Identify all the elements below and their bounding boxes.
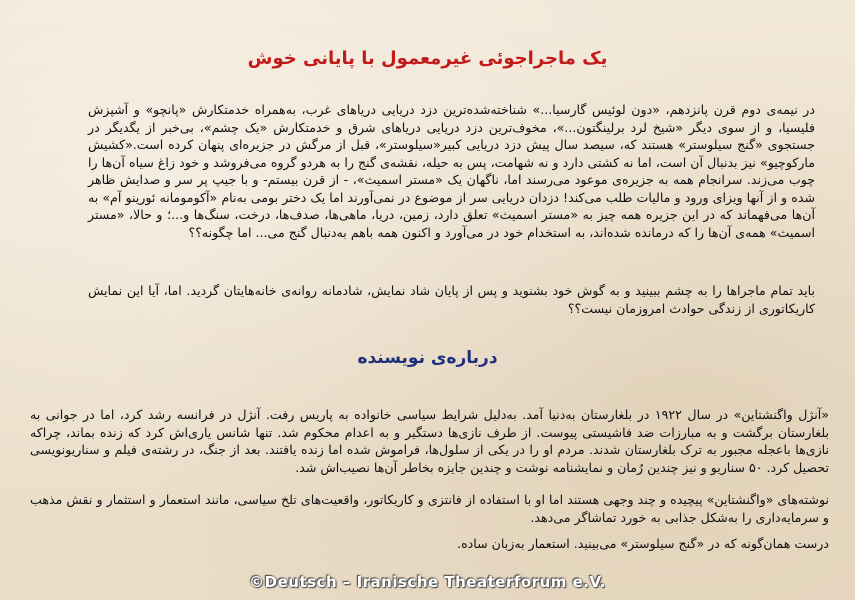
document-title: یک ماجراجوئی غیرمعمول با پایانی خوش <box>247 48 608 69</box>
copyright-watermark: ©Deutsch – Iranische Theaterforum e.V. <box>249 573 606 591</box>
author-paragraph-3: درست همان‌گونه که در «گنج سیلوستر» می‌بینید. استعمار به‌زبان ساده. <box>457 536 829 551</box>
author-section-heading: درباره‌ی نویسنده <box>357 348 498 368</box>
author-paragraph-1: «آنژل واگنشتاین» در سال ۱۹۲۲ در بلغارستان به‌دنیا آمد. به‌دلیل شرایط سیاسی خانواده به پاریس رفت. آنژل در فرانسه رشد کرد، اما در جوانی به بلغارستان برگشت و به مبارزات ضد فاشیستی پیوست. از طرف نازی‌ها دستگیر و به اعدام محکوم شد. تنها شانس یاری‌اش کرد که زنده بماند، چرا‌که نازی‌ها باعجله مجبور به ترک بلغارستان شدند. مردم او را در یکی از سلول‌ها، فراموش شده اما زنده یافتند. بعد از جنگ، در رشته‌ی فیلم و سناریونویسی تحصیل کرد. ۵۰ سناریو و نیز چندین رُمان و نمایشنامه نوشت و چندین جایزه بخاطر آن‌ها نصیب‌اش شد. <box>30 407 829 475</box>
story-paragraph-1: در نیمه‌ی دوم قرن پانزدهم، «دون لوئیس گارسیا...» شناخته‌شده‌ترین دزد دریایی دریاهای غرب، به‌همراه خدمتکارش «پانچو» و آشپزش فلیسیا، و از سوی دیگر «شیخ لرد برلینگتون...»، مخوف‌ترین دزد دریایی دریاهای شرق و خدمتکارش «یک چشم»، بی‌خبر از یگدیگر در جستجوی «گنج سیلوستر» هستند که، سیصد سال پیش دزد دریایی کبیر«سیلوستر»، قبل از مرگش در جزیره‌ای پنهان کرده است.«کشیش مارکوچیو» نیز بدنبال آن است، اما نه کشتی دارد و نه شهامت، پس به حیله، نقشه‌ی گنج را به هردو گروه می‌فروشد و خود زاغ سیاه آن‌ها را چوب می‌زند. سرانجام همه به جزیره‌ی موعود می‌رسند اما، ناگهان یک «مستر اسمیث»، - از قرن بیستم- و با جیپ پر سر و صدایش ظاهر شده و از آنها ویزای ورود و مالیات طلب می‌کند! دزدان دریایی سر از موضوع در نمی‌آورند اما یک دختر بومی به‌نام «آکومومانه ئورینو آم» به آن‌ها می‌فهماند که در این جزیره همه چیز به «مستر اسمیث» تعلق دارد، زمین، دریا، ماهی‌ها، صدف‌ها، درخت، سنگ‌ها و...؛ و حالا، «مستر اسمیث» همه‌ی آن‌ها را که درمانده شده‌اند، به استخدام خود در می‌آورد و اکنون همه باهم به‌دنبال گنج می... اما چگونه؟؟ <box>88 102 815 240</box>
author-paragraph-2: نوشته‌های «واگنشتاین» پیچیده و چند وجهی هستند اما او با استفاده از فانتزی و کاریکاتور، واقعیت‌های تلخ سیاسی، مانند استعمار و استثمار و نقش مذهب و سرمایه‌داری را به‌شکل جذابی به خورد تماشاگر می‌دهد. <box>30 492 829 525</box>
story-paragraph-2: باید تمام ماجراها را به چشم ببینید و به گوش خود بشنوید و پس از پایان شاد نمایش، شادمانه روانه‌ی خانه‌هایتان گردید. اما، آیا این نمایش کاریکاتوری از زندگی حوادث امروزمان نیست؟؟ <box>88 283 815 316</box>
